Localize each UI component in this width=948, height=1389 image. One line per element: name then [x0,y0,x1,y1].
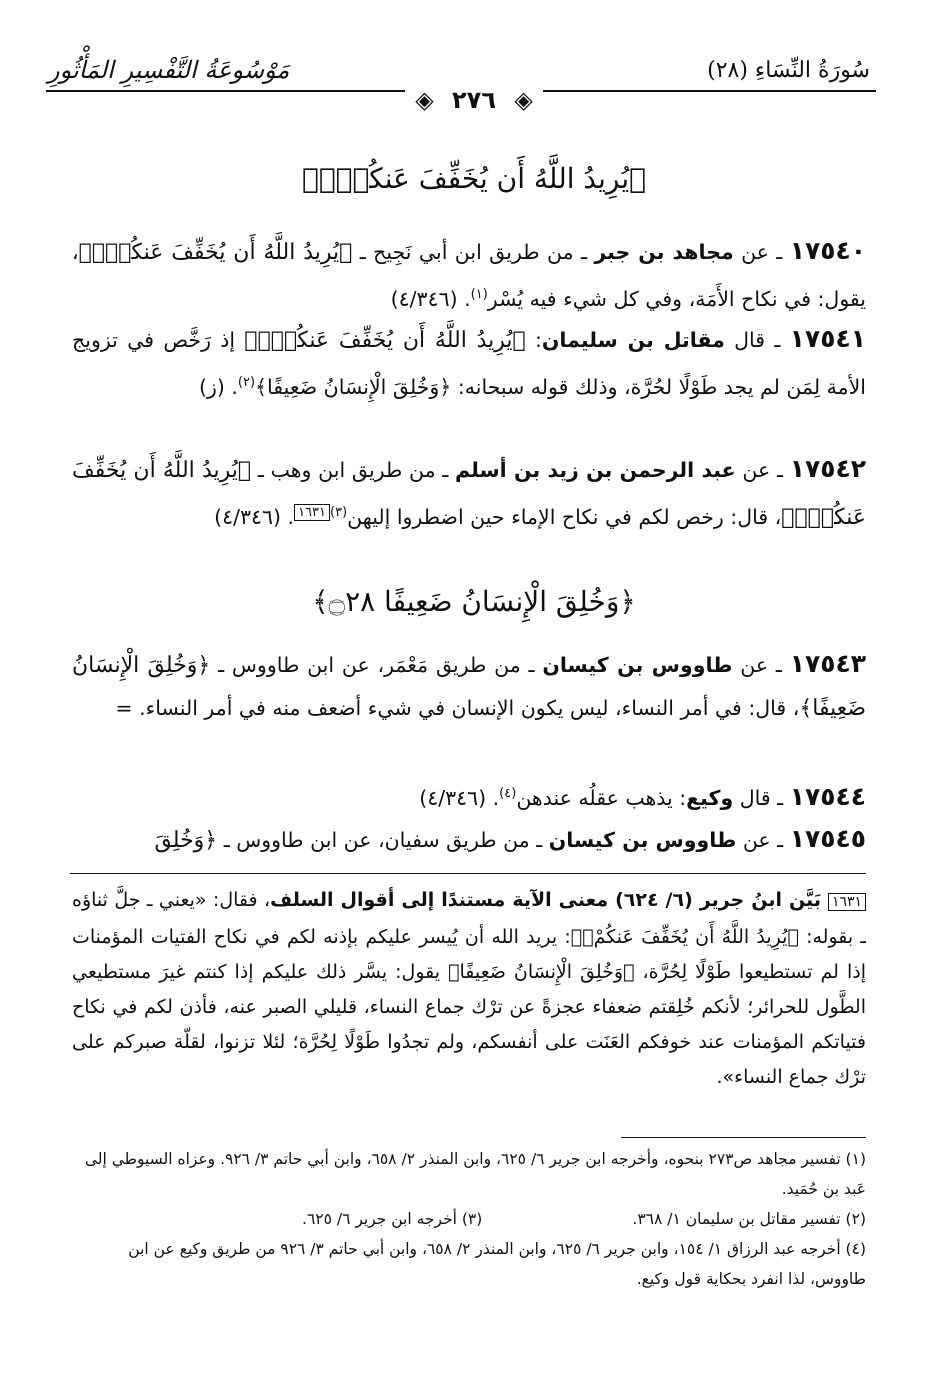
commentary-note: ١٦٣١ بَيَّن ابنُ جرير (٦/ ٦٢٤) معنى الآية مستندًا إلى أقوال السلف، فقال: «يعني ـ جلَّ ثناؤه ـ بقوله: ﴿يُرِيدُ اللَّهُ أَن يُخَفِّفَ عَنكُمْۚ﴾: يريد الله أن يُيسر عليكم بإذنه لكم في نكاح الفتيات المؤمنات إذا لم تستطيعوا طَوْلًا لِحُرَّة، ﴿وَخُلِقَ الْإِنسَانُ ضَعِيفًا﴾ يقول: يسَّر ذلك عليكم إذا كنتم غيرَ مستطيعي الطَّول للحرائر؛ لأنكم خُلِقتم ضعفاء عجزةً عن ترْك جماع النساء، قليلي الصبر عنه، فأذن لكم في نكاح فتياتكم المؤمنات عند خوفكم العَنَت على أنفسكم، ولم تجدُوا طَوْلًا لِحُرَّة؛ لئلا تزنوا، لقلّة صبركم على ترْك جماع النساء». [72,889,866,1088]
entry-17544: ١٧٥٤٤ ـ قال وكيع: يذهب عقلُه عندهن$^{(٤)}$. (٤/٣٤٦) [419,781,866,811]
footnote-3: (٣) أخرجه ابن جرير ٦/ ٦٢٥. [302,1210,483,1228]
footnote-1: (١) تفسير مجاهد ص٢٧٣ بنحوه، وأخرجه ابن جرير ٦/ ٦٢٥، وابن المنذر ٢/ ٦٥٨، وابن أبي حاتم ٣/ ٩٢٦. وعزاه السيوطي إلى عَبد بن حُمَيد. [84,1150,866,1198]
footnote-row-2-3 [72,1204,866,1234]
page-number: ◈ ٢٧٦ ◈ [0,86,948,114]
verse-heading-2: ﴿وَخُلِقَ الْإِنسَانُ ضَعِيفًا ۝٢٨﴾ [312,585,636,618]
entry-17543: ١٧٥٤٣ ـ عن طاووس بن كيسان ـ من طريق مَعْمَر، عن ابن طاووس ـ ﴿وَخُلِقَ الْإِنسَانُ ضَعِيفًا﴾، قال: في أمر النساء، ليس يكون الإنسان في شيء أضعف منه في أمر النساء. = [72,649,866,721]
surah-header: سُورَةُ النِّسَاءِ (٢٨) [707,58,870,83]
footnote-2: (٢) تفسير مقاتل بن سليمان ١/ ٣٦٨. [632,1210,866,1228]
entry-17541: ١٧٥٤١ ـ قال مقاتل بن سليمان: ﴿يُرِيدُ اللَّهُ أَن يُخَفِّفَ عَنكُمْۚ﴾ إذ رَخَّص في تزويج الأمة لِمَن لم يجد طَوْلًا لحُرَّة، وذلك قوله سبحانه: ﴿وَخُلِقَ الْإِنسَانُ ضَعِيفًا﴾$^{(٢)}$. (ز) [72,324,866,399]
verse-heading-1: ﴿يُرِيدُ اللَّهُ أَن يُخَفِّفَ عَنكُمْۚ﴾ [302,162,646,195]
footnote-4: (٤) أخرجه عبد الرزاق ١/ ١٥٤، وابن جرير ٦/ ٦٢٥، وابن المنذر ٢/ ٦٥٨، وابن أبي حاتم ٣/ ٩٢٦ من طريق وكيع عن ابن طاووس، لذا انفرد بحكاية قول وكيع. [128,1240,866,1288]
entry-17545: ١٧٥٤٥ ـ عن طاووس بن كيسان ـ من طريق سفيان، عن ابن طاووس ـ ﴿وَخُلِقَ [154,824,866,853]
book-title-header: مَوْسُوعَةُ التَّفْسِيرِ المَأْثُورِ [48,56,290,84]
commentary-rule [70,873,866,874]
cross-ref-box: ١٦٣١ [294,504,330,521]
entry-17540: ١٧٥٤٠ ـ عن مجاهد بن جبر ـ من طريق ابن أبي نَجِيح ـ ﴿يُرِيدُ اللَّهُ أَن يُخَفِّفَ عَنكُمْۚ﴾، يقول: في نكاح الأَمَة، وفي كل شيء فيه يُسْر$^{(١)}$. (٤/٣٤٦) [72,236,866,311]
footnote-rule [621,1137,866,1138]
footnotes [72,1144,866,1294]
entry-17542: ١٧٥٤٢ ـ عن عبد الرحمن بن زيد بن أسلم ـ من طريق ابن وهب ـ ﴿يُرِيدُ اللَّهُ أَن يُخَفِّفَ عَنكُمْۚ﴾، قال: رخص لكم في نكاح الإماء حين اضطروا إليهن$^{(٣)١٦٣١}$. (٤/٣٤٦) [72,454,866,530]
